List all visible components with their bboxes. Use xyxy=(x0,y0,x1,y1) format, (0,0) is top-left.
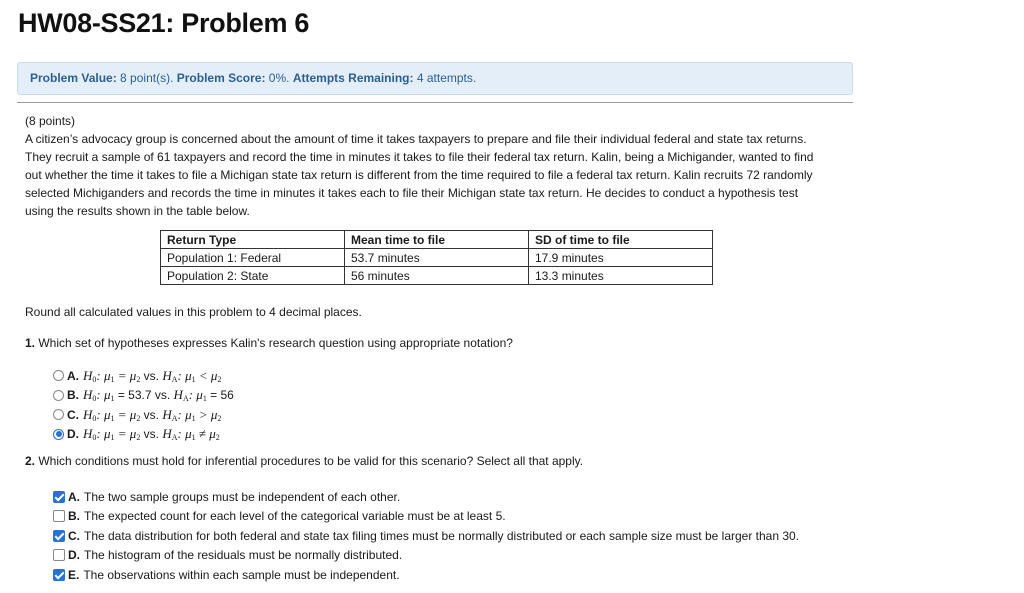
option-text: The data distribution for both federal and state tax filing times must be normally distributed or each sample size must be larger than 30. xyxy=(84,528,800,543)
option-math: $H_0$: $\mu_1 = 53.7$ vs. $H_A$: $\mu_1 = 56$ xyxy=(83,387,234,404)
attempts-remaining: 4 attempts. xyxy=(416,71,477,85)
hypothesis-option-d[interactable] xyxy=(53,425,234,445)
option-math: $H_0$: $\mu_1 = \mu_2$ vs. $H_A$: $\mu_1 < \mu_2$ xyxy=(83,367,222,384)
question-2-options xyxy=(53,487,799,585)
problem-value: 8 point(s). xyxy=(120,71,174,85)
checkbox-checked[interactable] xyxy=(53,569,65,581)
option-text: The observations within each sample must be independent. xyxy=(83,567,400,582)
problem-text-line: A citizen’s advocacy group is concerned about the amount of time it takes taxpayers to prepare and file their individual federal and state tax returns. xyxy=(25,132,807,146)
problem-text-line: selected Michiganders and records the time in minutes it takes each to file their Michigan state tax return. He decides to conduct a hypothesis test xyxy=(25,186,799,200)
question-2 xyxy=(25,454,583,468)
question-text: Which conditions must hold for inferential procedures to be valid for this scenario? Select all that apply. xyxy=(38,454,584,468)
option-letter: D. xyxy=(67,427,79,442)
condition-option-d[interactable] xyxy=(53,546,799,566)
table-row xyxy=(161,249,713,267)
condition-option-b[interactable] xyxy=(53,507,799,527)
option-letter: C. xyxy=(67,407,79,422)
problem-score-label: Problem Score: xyxy=(176,71,266,85)
problem-statement xyxy=(25,112,845,220)
table-cell: Population 1: Federal xyxy=(161,249,345,267)
attempts-remaining-label: Attempts Remaining: xyxy=(292,71,414,85)
option-letter: E. xyxy=(68,567,80,582)
checkbox-checked[interactable] xyxy=(53,530,65,542)
hypothesis-option-a[interactable] xyxy=(53,366,234,386)
problem-text-line: out whether the time it takes to file a Michigan state tax return is different from the time required to file a federal tax return. Kalin recruits 72 randomly xyxy=(25,168,813,182)
page-title: HW08-SS21: Problem 6 xyxy=(18,8,310,38)
table-row xyxy=(161,267,713,285)
question-1-options xyxy=(53,366,234,444)
option-text: The histogram of the residuals must be normally distributed. xyxy=(84,548,403,563)
table-header-cell: SD of time to file xyxy=(529,231,713,249)
problem-text-line: They recruit a sample of 61 taxpayers and record the time in minutes it takes to file their federal tax return. Kalin, being a Michigander, wanted to find xyxy=(25,150,814,164)
table-cell: 53.7 minutes xyxy=(345,249,529,267)
table-header-row xyxy=(161,231,713,249)
divider xyxy=(17,102,853,103)
problem-points: (8 points) xyxy=(25,114,76,128)
problem-info-bar xyxy=(17,62,853,95)
option-math: $H_0$: $\mu_1 = \mu_2$ vs. $H_A$: $\mu_1 > \mu_2$ xyxy=(83,406,222,423)
radio-button[interactable] xyxy=(53,370,64,381)
rounding-note: Round all calculated values in this problem to 4 decimal places. xyxy=(25,305,362,319)
condition-option-e[interactable] xyxy=(53,565,799,585)
checkbox[interactable] xyxy=(53,549,65,561)
radio-button[interactable] xyxy=(53,409,64,420)
checkbox[interactable] xyxy=(53,510,65,522)
problem-score: 0%. xyxy=(268,71,290,85)
option-letter: B. xyxy=(68,509,80,524)
option-letter: A. xyxy=(68,489,80,504)
question-number: 1. xyxy=(25,336,36,350)
radio-button-selected[interactable] xyxy=(53,429,64,440)
hypothesis-option-b[interactable] xyxy=(53,386,234,406)
table-cell: 13.3 minutes xyxy=(529,267,713,285)
option-text: The two sample groups must be independent of each other. xyxy=(84,489,401,504)
option-letter: C. xyxy=(68,528,80,543)
table-cell: 17.9 minutes xyxy=(529,249,713,267)
question-1 xyxy=(25,336,513,350)
table-cell: Population 2: State xyxy=(161,267,345,285)
checkbox-checked[interactable] xyxy=(53,491,65,503)
table-header-cell: Mean time to file xyxy=(345,231,529,249)
option-letter: A. xyxy=(67,368,79,383)
option-text: The expected count for each level of the categorical variable must be at least 5. xyxy=(84,509,506,524)
table-header-cell: Return Type xyxy=(161,231,345,249)
condition-option-c[interactable] xyxy=(53,526,799,546)
data-table xyxy=(160,230,713,285)
table-cell: 56 minutes xyxy=(345,267,529,285)
condition-option-a[interactable] xyxy=(53,487,799,507)
radio-button[interactable] xyxy=(53,390,64,401)
problem-text-line: using the results shown in the table below. xyxy=(25,204,250,218)
question-text: Which set of hypotheses expresses Kalin's research question using appropriate notation? xyxy=(38,336,513,350)
option-math: $H_0$: $\mu_1 = \mu_2$ vs. $H_A$: $\mu_1 \ne \mu_2$ xyxy=(83,426,220,443)
option-letter: B. xyxy=(67,388,79,403)
option-letter: D. xyxy=(68,548,80,563)
problem-value-label: Problem Value: xyxy=(30,71,117,85)
hypothesis-option-c[interactable] xyxy=(53,405,234,425)
question-number: 2. xyxy=(25,454,36,468)
